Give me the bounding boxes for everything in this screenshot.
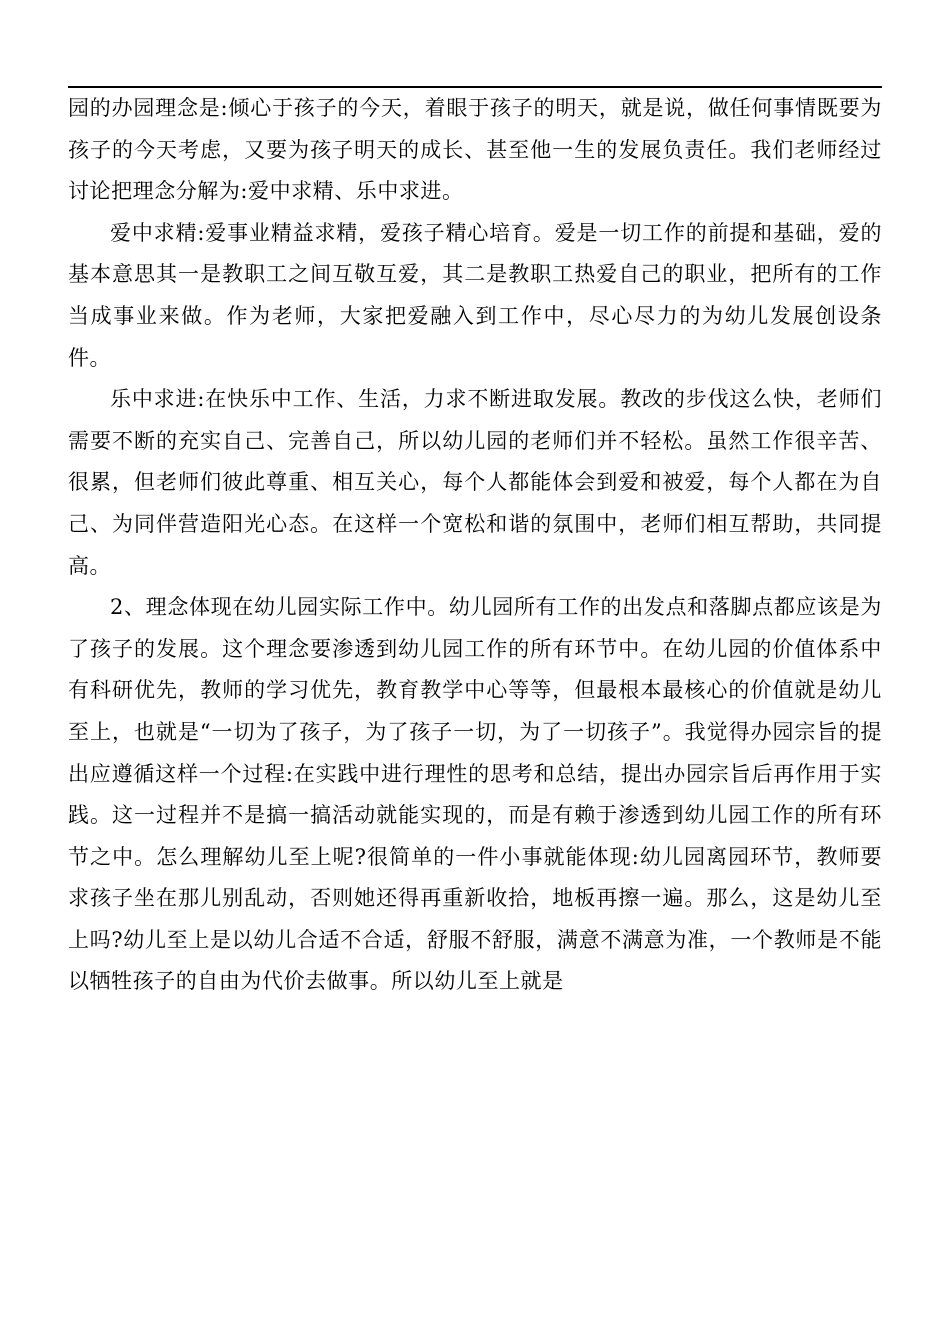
body-text — [68, 88, 882, 1003]
paragraph-love-excellence: 爱中求精:爱事业精益求精，爱孩子精心培育。爱是一切工作的前提和基础，爱的基本意思其一是教职工之间互敬互爱，其二是教职工热爱自己的职业，把所有的工作当成事业来做。作为老师，大家把爱融入到工作中，尽心尽力的为幼儿发展创设条件。 — [68, 220, 882, 370]
paragraph-joy-progress: 乐中求进:在快乐中工作、生活，力求不断进取发展。教改的步伐这么快，老师们需要不断的充实自己、完善自己，所以幼儿园的老师们并不轻松。虽然工作很辛苦、很累，但老师们彼此尊重、相互关心，每个人都能体会到爱和被爱，每个人都在为自己、为同伴营造阳光心态。在这样一个宽松和谐的氛围中，老师们相互帮助，共同提高。 — [68, 387, 882, 578]
paragraph-continuation: 园的办园理念是:倾心于孩子的今天，着眼于孩子的明天，就是说，做任何事情既要为孩子的今天考虑，又要为孩子明天的成长、甚至他一生的发展负责任。我们老师经过讨论把理念分解为:爱中求精、乐中求进。 — [68, 96, 882, 204]
paragraph-concept-practice: 2、理念体现在幼儿园实际工作中。幼儿园所有工作的出发点和落脚点都应该是为了孩子的发展。这个理念要渗透到幼儿园工作的所有环节中。在幼儿园的价值体系中有科研优先，教师的学习优先，教育教学中心等等，但最根本最核心的价值就是幼儿至上，也就是“一切为了孩子，为了孩子一切，为了一切孩子”。我觉得办园宗旨的提出应遵循这样一个过程:在实践中进行理性的思考和总结，提出办园宗旨后再作用于实践。这一过程并不是搞一搞活动就能实现的，而是有赖于渗透到幼儿园工作的所有环节之中。怎么理解幼儿至上呢?很简单的一件小事就能体现:幼儿园离园环节，教师要求孩子坐在那儿别乱动，否则她还得再重新收拾，地板再擦一遍。那么，这是幼儿至上吗?幼儿至上是以幼儿合适不合适，舒服不舒服，满意不满意为准，一个教师是不能以牺牲孩子的自由为代价去做事。所以幼儿至上就是 — [68, 595, 882, 994]
